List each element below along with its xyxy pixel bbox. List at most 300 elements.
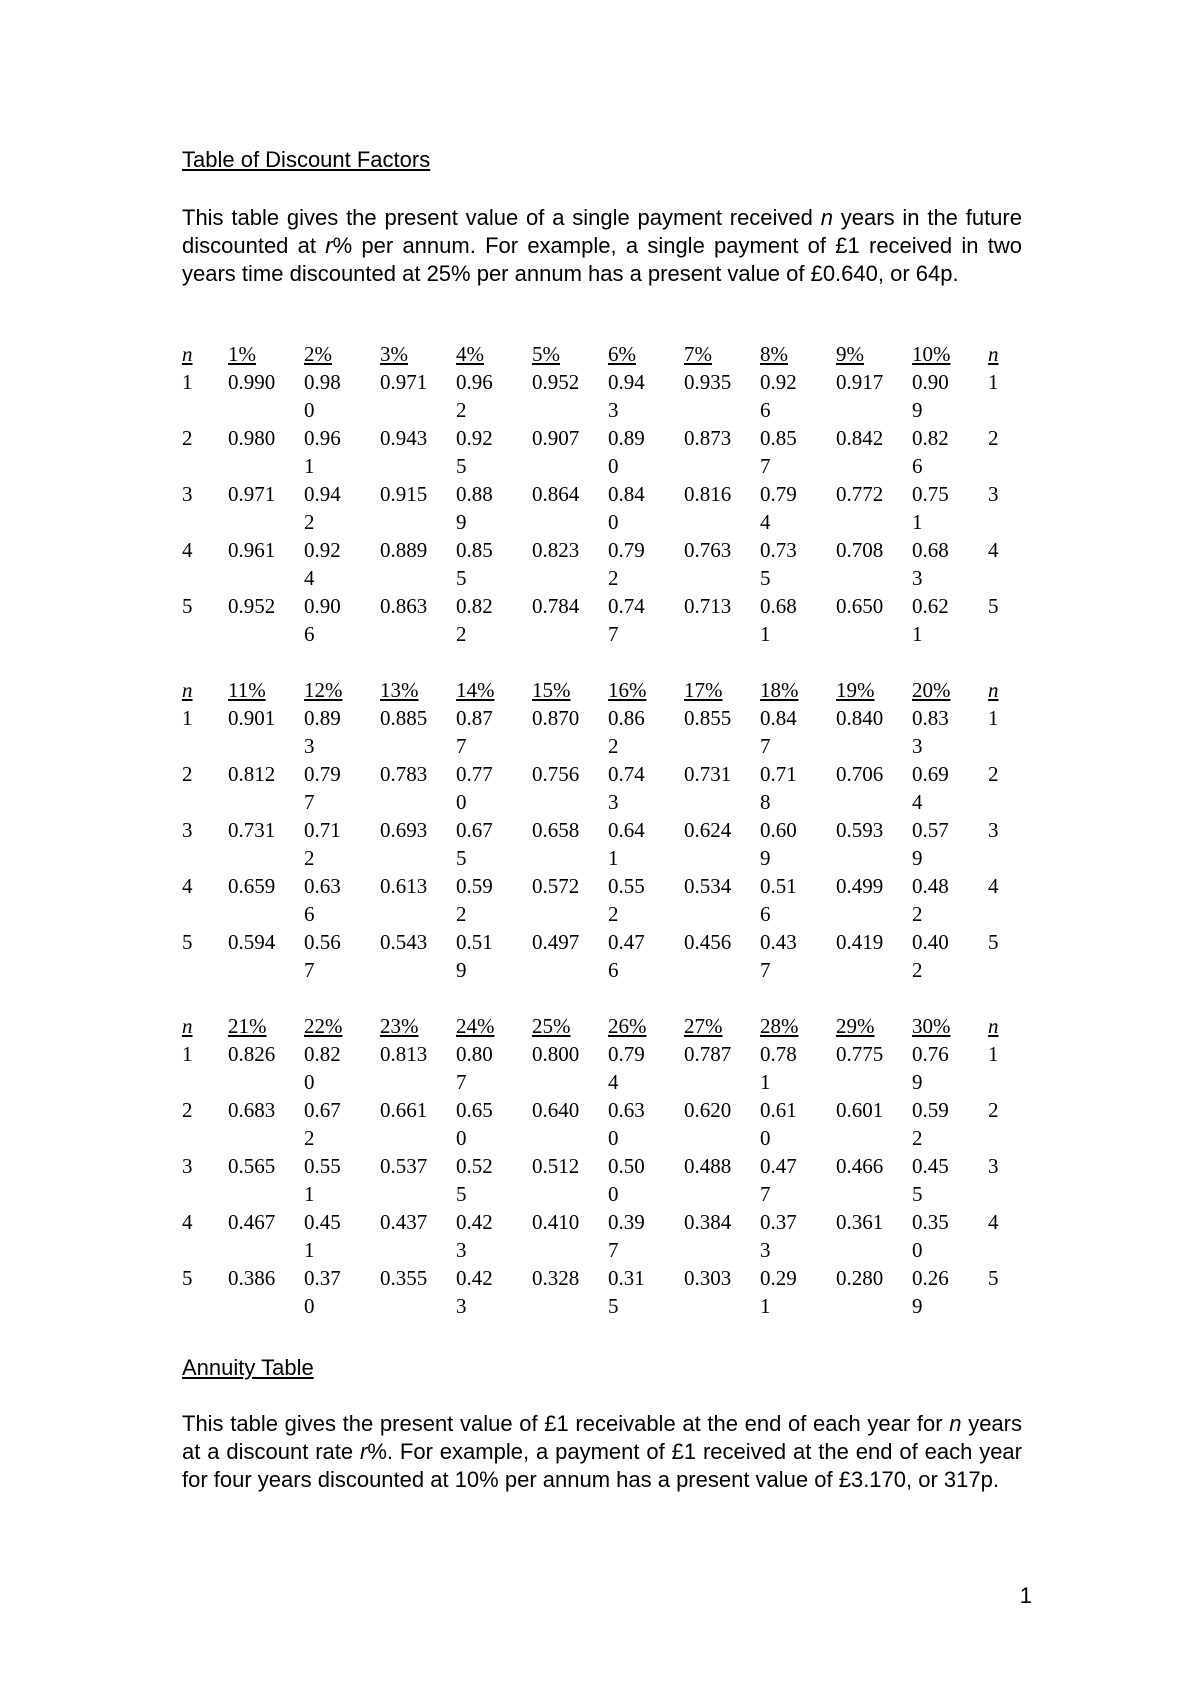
discount-factor-value: 0.525: [456, 1154, 493, 1206]
discount-factor-cell: [304, 1096, 380, 1152]
discount-factor-value: 0.857: [760, 426, 797, 478]
rate-header: 8%: [760, 342, 788, 366]
discount-factor-cell: 0.713: [684, 594, 732, 618]
rate-header: 21%: [228, 1014, 267, 1038]
rate-header: 15%: [532, 678, 571, 702]
desc-r-variable: r: [325, 233, 333, 258]
rate-header: 24%: [456, 1014, 495, 1038]
table-row: [182, 1096, 1018, 1152]
page-number: 1: [1019, 1583, 1032, 1608]
discount-factor-cell: [912, 1096, 988, 1152]
year-cell: 1: [182, 370, 193, 394]
discount-factor-cell: 0.620: [684, 1098, 732, 1122]
rate-header: 4%: [456, 342, 484, 366]
discount-factor-cell: 0.990: [228, 370, 276, 394]
discount-factor-value: 0.820: [304, 1042, 341, 1094]
discount-factor-cell: [304, 368, 380, 424]
rate-header: 26%: [608, 1014, 647, 1038]
year-cell: 5: [182, 930, 193, 954]
discount-factor-cell: [760, 1208, 836, 1264]
rate-header: 7%: [684, 342, 712, 366]
table-row: [182, 536, 1018, 592]
discount-factor-cell: 0.355: [380, 1266, 428, 1290]
discount-factor-cell: [760, 928, 836, 984]
discount-factor-cell: [760, 704, 836, 760]
discount-factor-cell: 0.889: [380, 538, 428, 562]
table-row: [182, 928, 1018, 984]
discount-factor-value: 0.751: [912, 482, 949, 534]
discount-factor-cell: 0.980: [228, 426, 276, 450]
rate-header: 29%: [836, 1014, 875, 1038]
discount-factor-cell: 0.466: [836, 1154, 884, 1178]
year-cell-right: 5: [988, 930, 999, 954]
discount-factor-value: 0.592: [456, 874, 493, 926]
discount-factor-cell: [456, 928, 532, 984]
discount-factor-cell: [912, 592, 988, 648]
discount-factor-cell: [456, 480, 532, 536]
discount-factor-value: 0.962: [456, 370, 493, 422]
discount-factor-cell: 0.456: [684, 930, 732, 954]
discount-factor-cell: 0.863: [380, 594, 428, 618]
discount-factor-cell: 0.823: [532, 538, 580, 562]
discount-factor-cell: 0.706: [836, 762, 884, 786]
discount-factor-cell: [608, 1264, 684, 1320]
discount-factor-cell: [912, 1040, 988, 1096]
table-row: [182, 760, 1018, 816]
discount-factor-cell: [760, 760, 836, 816]
annuity-text-1: This table gives the present value of £1 receivable at the end of each year for: [182, 1411, 950, 1436]
discount-factor-cell: [608, 368, 684, 424]
year-cell: 2: [182, 762, 193, 786]
rate-header: 5%: [532, 342, 560, 366]
discount-factor-cell: 0.901: [228, 706, 276, 730]
discount-factor-value: 0.451: [304, 1210, 341, 1262]
discount-factor-cell: 0.935: [684, 370, 732, 394]
discount-factor-value: 0.877: [456, 706, 493, 758]
year-cell: 4: [182, 1210, 193, 1234]
discount-factor-cell: [304, 760, 380, 816]
discount-factor-cell: 0.971: [228, 482, 276, 506]
discount-factor-cell: [760, 1040, 836, 1096]
discount-factor-value: 0.672: [304, 1098, 341, 1150]
discount-factor-cell: 0.756: [532, 762, 580, 786]
discount-factor-cell: 0.419: [836, 930, 884, 954]
rate-header: 1%: [228, 342, 256, 366]
year-cell: 3: [182, 1154, 193, 1178]
discount-factor-cell: 0.864: [532, 482, 580, 506]
discount-factor-cell: [456, 704, 532, 760]
discount-factor-cell: [456, 1040, 532, 1096]
rate-header: 11%: [228, 678, 266, 702]
discount-factor-cell: [456, 816, 532, 872]
discount-factor-cell: [760, 872, 836, 928]
annuity-table-description: [182, 1410, 1022, 1494]
discount-factor-cell: 0.499: [836, 874, 884, 898]
discount-factor-value: 0.477: [760, 1154, 797, 1206]
discount-factor-cell: [608, 480, 684, 536]
discount-factor-cell: 0.885: [380, 706, 428, 730]
discount-factor-cell: [456, 1096, 532, 1152]
discount-factor-value: 0.926: [760, 370, 797, 422]
discount-factor-value: 0.769: [912, 1042, 949, 1094]
table-row: [182, 816, 1018, 872]
discount-factor-cell: [608, 704, 684, 760]
year-cell-right: 3: [988, 818, 999, 842]
discount-factor-value: 0.675: [456, 818, 493, 870]
rate-header: 23%: [380, 1014, 419, 1038]
table-row: [182, 1208, 1018, 1264]
discount-factor-cell: [608, 424, 684, 480]
table-row: [182, 704, 1018, 760]
discount-factor-cell: [456, 1152, 532, 1208]
discount-factor-cell: 0.873: [684, 426, 732, 450]
discount-factor-cell: 0.731: [228, 818, 276, 842]
desc-text-3: % per annum. For example, a single payment of £1 received in two years time discounted at 25% per annum has a present value of £0.640, or 64p.: [182, 233, 1022, 286]
table-row: [182, 1264, 1018, 1320]
discount-factor-value: 0.636: [304, 874, 341, 926]
year-cell-right: 5: [988, 594, 999, 618]
discount-factor-value: 0.735: [760, 538, 797, 590]
table-row: [182, 1152, 1018, 1208]
table-row: [182, 1040, 1018, 1096]
discount-factor-value: 0.906: [304, 594, 341, 646]
table-row: [182, 424, 1018, 480]
year-cell: 2: [182, 426, 193, 450]
annuity-n-variable: n: [949, 1411, 962, 1436]
discount-factor-value: 0.943: [608, 370, 645, 422]
discount-factor-value: 0.516: [760, 874, 797, 926]
discount-factor-cell: [760, 1152, 836, 1208]
discount-factor-cell: 0.650: [836, 594, 884, 618]
n-header: n: [182, 1014, 193, 1038]
discount-factor-cell: [456, 592, 532, 648]
rate-header: 25%: [532, 1014, 571, 1038]
discount-factor-cell: 0.783: [380, 762, 428, 786]
discount-factor-cell: 0.683: [228, 1098, 276, 1122]
discount-factor-cell: 0.840: [836, 706, 884, 730]
year-cell: 4: [182, 874, 193, 898]
year-cell-right: 2: [988, 762, 999, 786]
discount-factor-cell: 0.659: [228, 874, 276, 898]
annuity-text-3: %. For example, a payment of £1 received at the end of each year for four years discounted at 10% per annum has a present value of £3.170, or 317p.: [182, 1439, 1022, 1492]
discount-factor-cell: 0.543: [380, 930, 428, 954]
year-cell-right: 1: [988, 706, 999, 730]
discount-factor-value: 0.621: [912, 594, 949, 646]
rate-header: 17%: [684, 678, 723, 702]
discount-factor-cell: 0.658: [532, 818, 580, 842]
rate-header: 9%: [836, 342, 864, 366]
discount-factor-cell: [608, 1096, 684, 1152]
discount-factor-cell: 0.952: [532, 370, 580, 394]
discount-factor-value: 0.770: [456, 762, 493, 814]
discount-factor-cell: [304, 928, 380, 984]
year-cell: 4: [182, 538, 193, 562]
discount-factor-cell: [912, 368, 988, 424]
discount-table-3: [182, 1012, 1018, 1320]
discount-factor-value: 0.718: [760, 762, 797, 814]
discount-factor-cell: 0.693: [380, 818, 428, 842]
discount-factor-value: 0.552: [608, 874, 645, 926]
table-header-row: [182, 1012, 1018, 1040]
discount-factor-cell: [760, 368, 836, 424]
discount-factor-cell: [608, 816, 684, 872]
discount-factor-cell: [304, 1040, 380, 1096]
discount-factor-value: 0.476: [608, 930, 645, 982]
discount-factor-cell: 0.594: [228, 930, 276, 954]
discount-factor-cell: 0.565: [228, 1154, 276, 1178]
year-cell: 2: [182, 1098, 193, 1122]
discount-factor-value: 0.924: [304, 538, 341, 590]
discount-factor-cell: [456, 368, 532, 424]
discount-factor-value: 0.889: [456, 482, 493, 534]
rate-header: 19%: [836, 678, 875, 702]
annuity-text-2: years at a discount rate: [182, 1411, 1022, 1464]
rate-header: 2%: [304, 342, 332, 366]
discount-factor-value: 0.609: [760, 818, 797, 870]
discount-factor-cell: [456, 1264, 532, 1320]
discount-factor-cell: [304, 424, 380, 480]
discount-factor-cell: 0.537: [380, 1154, 428, 1178]
discount-factor-cell: 0.943: [380, 426, 428, 450]
discount-factor-value: 0.423: [456, 1210, 493, 1262]
discount-factor-value: 0.794: [608, 1042, 645, 1094]
discount-factor-cell: 0.303: [684, 1266, 732, 1290]
discount-factor-cell: [912, 480, 988, 536]
discount-factor-cell: [456, 536, 532, 592]
discount-factor-value: 0.833: [912, 706, 949, 758]
discount-factor-value: 0.519: [456, 930, 493, 982]
rate-header: 13%: [380, 678, 419, 702]
discount-factor-cell: 0.593: [836, 818, 884, 842]
discount-factor-cell: 0.784: [532, 594, 580, 618]
year-cell-right: 4: [988, 1210, 999, 1234]
discount-factor-cell: 0.280: [836, 1266, 884, 1290]
discount-factor-cell: [912, 1152, 988, 1208]
discount-factor-cell: [912, 536, 988, 592]
discount-factor-cell: [304, 1152, 380, 1208]
discount-factor-cell: [304, 704, 380, 760]
discount-factor-value: 0.551: [304, 1154, 341, 1206]
discount-factor-cell: 0.961: [228, 538, 276, 562]
discount-factor-cell: [912, 816, 988, 872]
discount-factor-cell: [760, 816, 836, 872]
discount-factor-value: 0.592: [912, 1098, 949, 1150]
discount-factor-value: 0.909: [912, 370, 949, 422]
desc-n-variable: n: [820, 205, 833, 230]
table-row: [182, 592, 1018, 648]
year-cell-right: 2: [988, 1098, 999, 1122]
discount-factor-value: 0.610: [760, 1098, 797, 1150]
discount-factor-value: 0.794: [760, 482, 797, 534]
discount-factor-cell: 0.971: [380, 370, 428, 394]
discount-factor-cell: [760, 1096, 836, 1152]
discount-factor-cell: 0.361: [836, 1210, 884, 1234]
discount-factor-cell: 0.917: [836, 370, 884, 394]
rate-header: 16%: [608, 678, 647, 702]
discount-factor-cell: [456, 872, 532, 928]
rate-header: 10%: [912, 342, 951, 366]
rate-header: 14%: [456, 678, 495, 702]
discount-factor-cell: [456, 424, 532, 480]
discount-factor-cell: [760, 480, 836, 536]
year-cell: 5: [182, 1266, 193, 1290]
discount-factor-cell: 0.386: [228, 1266, 276, 1290]
discount-factor-cell: 0.775: [836, 1042, 884, 1066]
discount-factor-cell: 0.812: [228, 762, 276, 786]
rate-header: 27%: [684, 1014, 723, 1038]
discount-factor-value: 0.781: [760, 1042, 797, 1094]
discount-factor-value: 0.681: [760, 594, 797, 646]
year-cell-right: 2: [988, 426, 999, 450]
discount-factor-value: 0.792: [608, 538, 645, 590]
desc-text-2: years in the future discounted at: [182, 205, 1022, 258]
discount-factor-cell: [304, 872, 380, 928]
discount-factor-cell: 0.613: [380, 874, 428, 898]
discount-factor-cell: [760, 424, 836, 480]
desc-text-1: This table gives the present value of a single payment received: [182, 205, 821, 230]
discount-factor-cell: 0.437: [380, 1210, 428, 1234]
discount-factor-cell: 0.661: [380, 1098, 428, 1122]
discount-factor-cell: [912, 760, 988, 816]
discount-factor-cell: [608, 1208, 684, 1264]
table-header-row: [182, 340, 1018, 368]
discount-factor-cell: [608, 928, 684, 984]
discount-factor-cell: 0.731: [684, 762, 732, 786]
discount-factor-cell: [608, 1040, 684, 1096]
discount-factor-value: 0.269: [912, 1266, 949, 1318]
discount-factor-value: 0.455: [912, 1154, 949, 1206]
discount-factor-value: 0.743: [608, 762, 645, 814]
discount-factor-value: 0.980: [304, 370, 341, 422]
discount-factor-value: 0.712: [304, 818, 341, 870]
n-header: n: [182, 678, 193, 702]
discount-factor-cell: 0.816: [684, 482, 732, 506]
discount-factor-value: 0.567: [304, 930, 341, 982]
discount-factor-cell: 0.512: [532, 1154, 580, 1178]
discount-factor-value: 0.826: [912, 426, 949, 478]
n-header-right: n: [988, 678, 999, 702]
discount-factor-cell: 0.328: [532, 1266, 580, 1290]
discount-factors-title: Table of Discount Factors: [182, 147, 431, 172]
discount-factor-cell: [912, 424, 988, 480]
discount-factor-value: 0.822: [456, 594, 493, 646]
discount-factor-cell: [304, 480, 380, 536]
discount-factor-value: 0.890: [608, 426, 645, 478]
year-cell-right: 3: [988, 482, 999, 506]
rate-header: 28%: [760, 1014, 799, 1038]
annuity-table-title: Annuity Table: [182, 1355, 314, 1380]
discount-factor-value: 0.807: [456, 1042, 493, 1094]
discount-factor-value: 0.694: [912, 762, 949, 814]
discount-factor-value: 0.961: [304, 426, 341, 478]
discount-factor-cell: [912, 872, 988, 928]
discount-factor-value: 0.855: [456, 538, 493, 590]
rate-header: 30%: [912, 1014, 951, 1038]
year-cell-right: 3: [988, 1154, 999, 1178]
rate-header: 3%: [380, 342, 408, 366]
discount-factor-value: 0.397: [608, 1210, 645, 1262]
discount-factor-cell: 0.842: [836, 426, 884, 450]
discount-factor-value: 0.797: [304, 762, 341, 814]
year-cell-right: 1: [988, 1042, 999, 1066]
discount-factor-cell: 0.601: [836, 1098, 884, 1122]
year-cell: 3: [182, 482, 193, 506]
discount-factor-value: 0.630: [608, 1098, 645, 1150]
discount-factor-value: 0.683: [912, 538, 949, 590]
discount-factor-value: 0.942: [304, 482, 341, 534]
table-header-row: [182, 676, 1018, 704]
discount-factor-cell: [456, 760, 532, 816]
discount-factor-cell: [912, 1264, 988, 1320]
discount-factor-value: 0.402: [912, 930, 949, 982]
discount-factor-cell: 0.488: [684, 1154, 732, 1178]
discount-factor-value: 0.291: [760, 1266, 797, 1318]
rate-header: 20%: [912, 678, 951, 702]
year-cell: 1: [182, 1042, 193, 1066]
discount-factor-cell: [760, 1264, 836, 1320]
discount-factor-cell: 0.907: [532, 426, 580, 450]
discount-factor-value: 0.840: [608, 482, 645, 534]
discount-factor-cell: [760, 536, 836, 592]
discount-factor-cell: [304, 1208, 380, 1264]
discount-factor-value: 0.373: [760, 1210, 797, 1262]
discount-factor-cell: [608, 872, 684, 928]
year-cell: 5: [182, 594, 193, 618]
discount-factor-cell: [608, 592, 684, 648]
n-header-right: n: [988, 1014, 999, 1038]
year-cell-right: 4: [988, 874, 999, 898]
discount-factor-cell: 0.813: [380, 1042, 428, 1066]
discount-factor-cell: 0.763: [684, 538, 732, 562]
discount-factor-cell: 0.467: [228, 1210, 276, 1234]
discount-factor-value: 0.747: [608, 594, 645, 646]
discount-factor-value: 0.370: [304, 1266, 341, 1318]
discount-factor-cell: [304, 536, 380, 592]
discount-table-1: [182, 340, 1018, 648]
discount-factor-cell: 0.800: [532, 1042, 580, 1066]
discount-factor-cell: [912, 704, 988, 760]
discount-factor-value: 0.500: [608, 1154, 645, 1206]
discount-factor-cell: [760, 592, 836, 648]
discount-factor-value: 0.862: [608, 706, 645, 758]
discount-factor-cell: 0.772: [836, 482, 884, 506]
discount-factor-cell: 0.787: [684, 1042, 732, 1066]
discount-factor-cell: 0.624: [684, 818, 732, 842]
discount-factor-value: 0.925: [456, 426, 493, 478]
discount-factor-cell: [304, 592, 380, 648]
year-cell-right: 5: [988, 1266, 999, 1290]
discount-factor-cell: 0.708: [836, 538, 884, 562]
n-header: n: [182, 342, 193, 366]
discount-factor-cell: 0.952: [228, 594, 276, 618]
rate-header: 6%: [608, 342, 636, 366]
table-row: [182, 480, 1018, 536]
discount-factor-cell: [608, 536, 684, 592]
discount-factor-value: 0.482: [912, 874, 949, 926]
year-cell-right: 4: [988, 538, 999, 562]
annuity-r-variable: r: [360, 1439, 368, 1464]
discount-factor-cell: 0.384: [684, 1210, 732, 1234]
discount-factor-cell: 0.870: [532, 706, 580, 730]
discount-factor-cell: [912, 1208, 988, 1264]
rate-header: 12%: [304, 678, 343, 702]
discount-factor-cell: 0.572: [532, 874, 580, 898]
discount-factor-cell: 0.915: [380, 482, 428, 506]
discount-factor-value: 0.650: [456, 1098, 493, 1150]
discount-factor-value: 0.893: [304, 706, 341, 758]
discount-factors-description: [182, 204, 1022, 288]
discount-factor-value: 0.423: [456, 1266, 493, 1318]
